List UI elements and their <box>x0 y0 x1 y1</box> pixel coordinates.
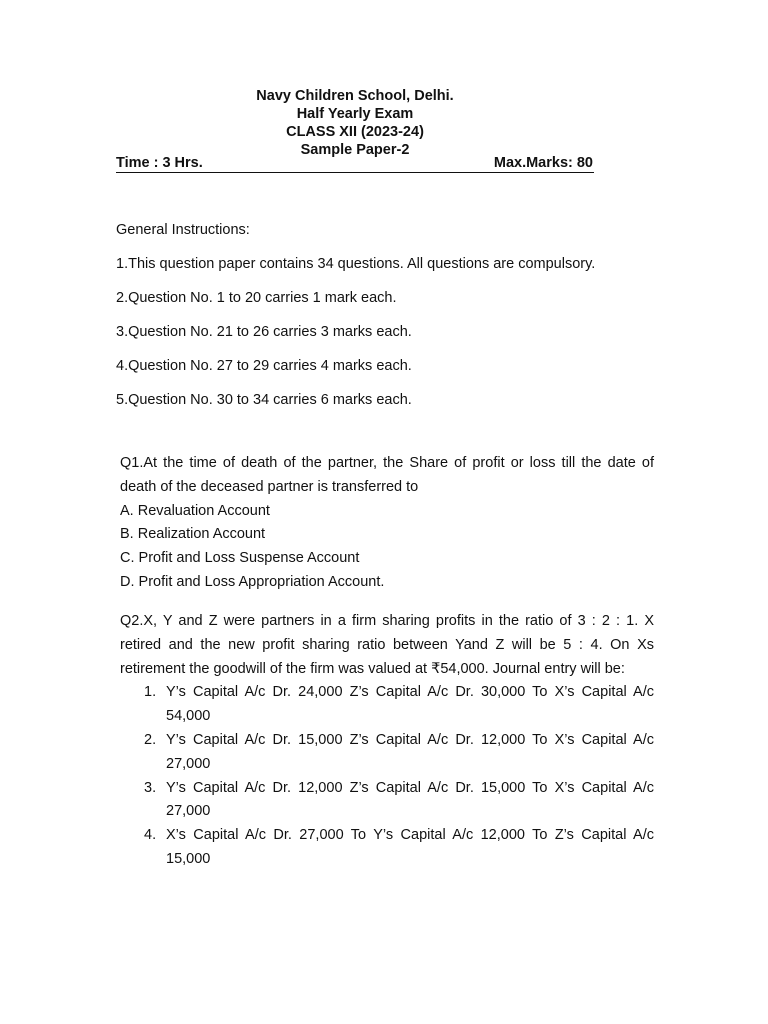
option-a: A. Revaluation Account <box>120 502 270 519</box>
instruction-item: 2.Question No. 1 to 20 carries 1 mark each. <box>116 290 397 306</box>
option-number: 3. <box>144 779 157 796</box>
option-2 <box>120 729 654 777</box>
question-text: Q1.At the time of death of the partner, the Share of profit or loss till the date of death of the deceased partner is transferred to <box>120 455 654 495</box>
option-number: 1. <box>144 684 157 701</box>
option-d: D. Profit and Loss Appropriation Account. <box>120 573 385 590</box>
general-instructions <box>116 220 676 424</box>
question-text: Q2.X, Y and Z were partners in a firm sharing profits in the ratio of 3 : 2 : 1. X retired and the new profit sharing ratio between Yand Z will be 5 : 4. On Xs retirement the goodwill of the firm was valued at ₹54,000. Journal entry will be: <box>120 613 654 677</box>
question-2 <box>120 610 654 872</box>
option-text: X’s Capital A/c Dr. 27,000 To Y’s Capital A/c 12,000 To Z’s Capital A/c 15,000 <box>166 827 654 867</box>
option-c: C. Profit and Loss Suspense Account <box>120 550 360 567</box>
max-marks-label: Max.Marks: 80 <box>493 155 593 171</box>
class-name: CLASS XII (2023-24) <box>286 124 424 140</box>
instructions-title: General Instructions: <box>116 222 250 238</box>
instruction-item: 4.Question No. 27 to 29 carries 4 marks each. <box>116 358 412 374</box>
option-1 <box>120 681 654 729</box>
exam-name: Half Yearly Exam <box>296 106 414 122</box>
instruction-item: 3.Question No. 21 to 26 carries 3 marks each. <box>116 324 412 340</box>
option-number: 2. <box>144 731 157 748</box>
option-list <box>120 681 654 871</box>
option-4 <box>120 824 654 872</box>
time-marks-row <box>116 154 594 173</box>
option-3 <box>120 777 654 825</box>
instruction-item: 1.This question paper contains 34 questions. All questions are compulsory. <box>116 256 596 272</box>
instruction-item: 5.Question No. 30 to 34 carries 6 marks each. <box>116 392 412 408</box>
question-1 <box>120 452 654 595</box>
paper-header <box>116 87 594 159</box>
option-b: B. Realization Account <box>120 526 266 543</box>
school-name: Navy Children School, Delhi. <box>256 88 454 104</box>
option-text: Y’s Capital A/c Dr. 12,000 Z’s Capital A/c Dr. 15,000 To X’s Capital A/c 27,000 <box>166 779 654 820</box>
paper-name: Sample Paper-2 <box>300 142 410 158</box>
option-text: Y’s Capital A/c Dr. 24,000 Z’s Capital A/c Dr. 30,000 To X’s Capital A/c 54,000 <box>166 684 654 725</box>
option-number: 4. <box>144 827 157 844</box>
option-text: Y’s Capital A/c Dr. 15,000 Z’s Capital A/c Dr. 12,000 To X’s Capital A/c 27,000 <box>166 731 654 772</box>
time-label: Time : 3 Hrs. <box>116 155 203 171</box>
